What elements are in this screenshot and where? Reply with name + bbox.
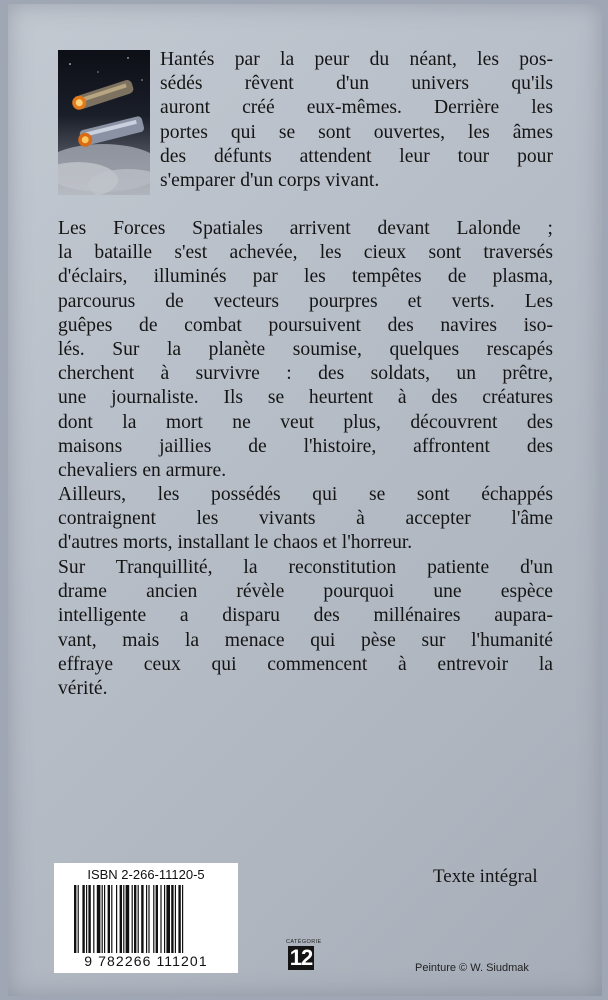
barcode-bar bbox=[102, 885, 103, 953]
intro-line: des défunts attendent leur tour pour bbox=[160, 145, 553, 167]
category-badge: 12 bbox=[289, 945, 313, 970]
body-line: guêpes de combat poursuivent des navires iso- bbox=[58, 314, 553, 336]
barcode-bar bbox=[182, 885, 183, 953]
barcode-bar bbox=[160, 885, 161, 953]
barcode-bar bbox=[104, 885, 105, 953]
intro-line: s'emparer d'un corps vivant. bbox=[160, 170, 380, 192]
body-line: lés. Sur la planète soumise, quelques rescapés bbox=[58, 339, 553, 361]
body-paragraph-3 bbox=[58, 556, 553, 701]
barcode-bar bbox=[120, 885, 122, 953]
isbn-label: ISBN 2-266-11120-5 bbox=[87, 867, 205, 882]
barcode-bar bbox=[86, 885, 87, 953]
body-line: maisons jaillies de l'histoire, affrontent des bbox=[58, 435, 553, 457]
barcode-bar bbox=[141, 885, 143, 953]
body-line: contraignent les vivants à accepter l'âme bbox=[58, 508, 553, 530]
barcode-bar bbox=[108, 885, 110, 953]
barcode-bar bbox=[146, 885, 147, 953]
body-line: cherchent à survivre : des soldats, un prêtre, bbox=[58, 363, 553, 385]
body-line: dont la mort ne veut plus, découvrent des bbox=[58, 411, 553, 433]
body-line: Ailleurs, les possédés qui se sont échappés bbox=[58, 484, 553, 505]
barcode-bar bbox=[156, 885, 158, 953]
barcode-bar bbox=[134, 885, 136, 953]
body-line: Sur Tranquillité, la reconstitution patiente d'un bbox=[58, 557, 553, 578]
body-line: d'éclairs, illuminés par les tempêtes de plasma, bbox=[58, 266, 553, 288]
barcode-bar bbox=[164, 885, 165, 953]
intro-paragraph bbox=[160, 48, 553, 193]
barcode-bar bbox=[171, 885, 173, 953]
body-line: une journaliste. Ils se heurtent à des créatures bbox=[58, 387, 553, 409]
body-line: Les Forces Spatiales arrivent devant Lalonde ; bbox=[58, 218, 553, 239]
barcode-bar bbox=[132, 885, 133, 953]
barcode-bar bbox=[78, 885, 79, 953]
barcode-bar bbox=[175, 885, 176, 953]
body-line: chevaliers en armure. bbox=[58, 460, 227, 482]
body-line: parcourus de vecteurs pourpres et verts. Les bbox=[58, 290, 553, 312]
barcode-digits: 9 782266 111201 bbox=[84, 953, 208, 969]
category-label: CATÉGORIE bbox=[286, 939, 322, 945]
spaceship-illustration bbox=[58, 50, 150, 195]
intro-line: Hantés par la peur du néant, les pos- bbox=[160, 49, 553, 70]
barcode-bar bbox=[116, 885, 117, 953]
barcode-bars bbox=[74, 885, 220, 953]
isbn-barcode bbox=[54, 863, 238, 973]
cover-painting-thumbnail bbox=[58, 50, 150, 195]
body-line: intelligente a disparu des millénaires aupara- bbox=[58, 605, 553, 627]
body-paragraph-1 bbox=[58, 217, 553, 483]
body-line: vérité. bbox=[58, 678, 108, 700]
intro-line: sédés rêvent d'un univers qu'ils bbox=[160, 73, 553, 95]
painting-credit: Peinture © W. Siudmak bbox=[415, 962, 529, 974]
intro-line: portes qui se sont ouvertes, les âmes bbox=[160, 121, 553, 143]
body-line: d'autres morts, installant le chaos et l'horreur. bbox=[58, 532, 413, 554]
barcode-bar bbox=[178, 885, 180, 953]
body-line: drame ancien révèle pourquoi une espèce bbox=[58, 581, 553, 603]
barcode-bar bbox=[138, 885, 139, 953]
barcode-bar bbox=[148, 885, 149, 953]
body-line: la bataille s'est achevée, les cieux sont traversés bbox=[58, 242, 553, 264]
barcode-bar bbox=[93, 885, 94, 953]
barcode-bar bbox=[153, 885, 154, 953]
body-paragraph-2 bbox=[58, 483, 553, 556]
body-line: effraye ceux qui commencent à entrevoir la bbox=[58, 653, 553, 675]
body-line: vant, mais la menace qui pèse sur l'humanité bbox=[58, 629, 553, 651]
barcode-bar bbox=[166, 885, 170, 953]
barcode-bar bbox=[111, 885, 112, 953]
barcode-bar bbox=[126, 885, 130, 953]
barcode-bar bbox=[88, 885, 90, 953]
intro-line: auront créé eux-mêmes. Derrière les bbox=[160, 97, 553, 119]
barcode-bar bbox=[74, 885, 76, 953]
barcode-bar bbox=[123, 885, 124, 953]
barcode-bar bbox=[97, 885, 101, 953]
barcode-bar bbox=[82, 885, 84, 953]
texte-integral-label: Texte intégral bbox=[433, 866, 538, 887]
